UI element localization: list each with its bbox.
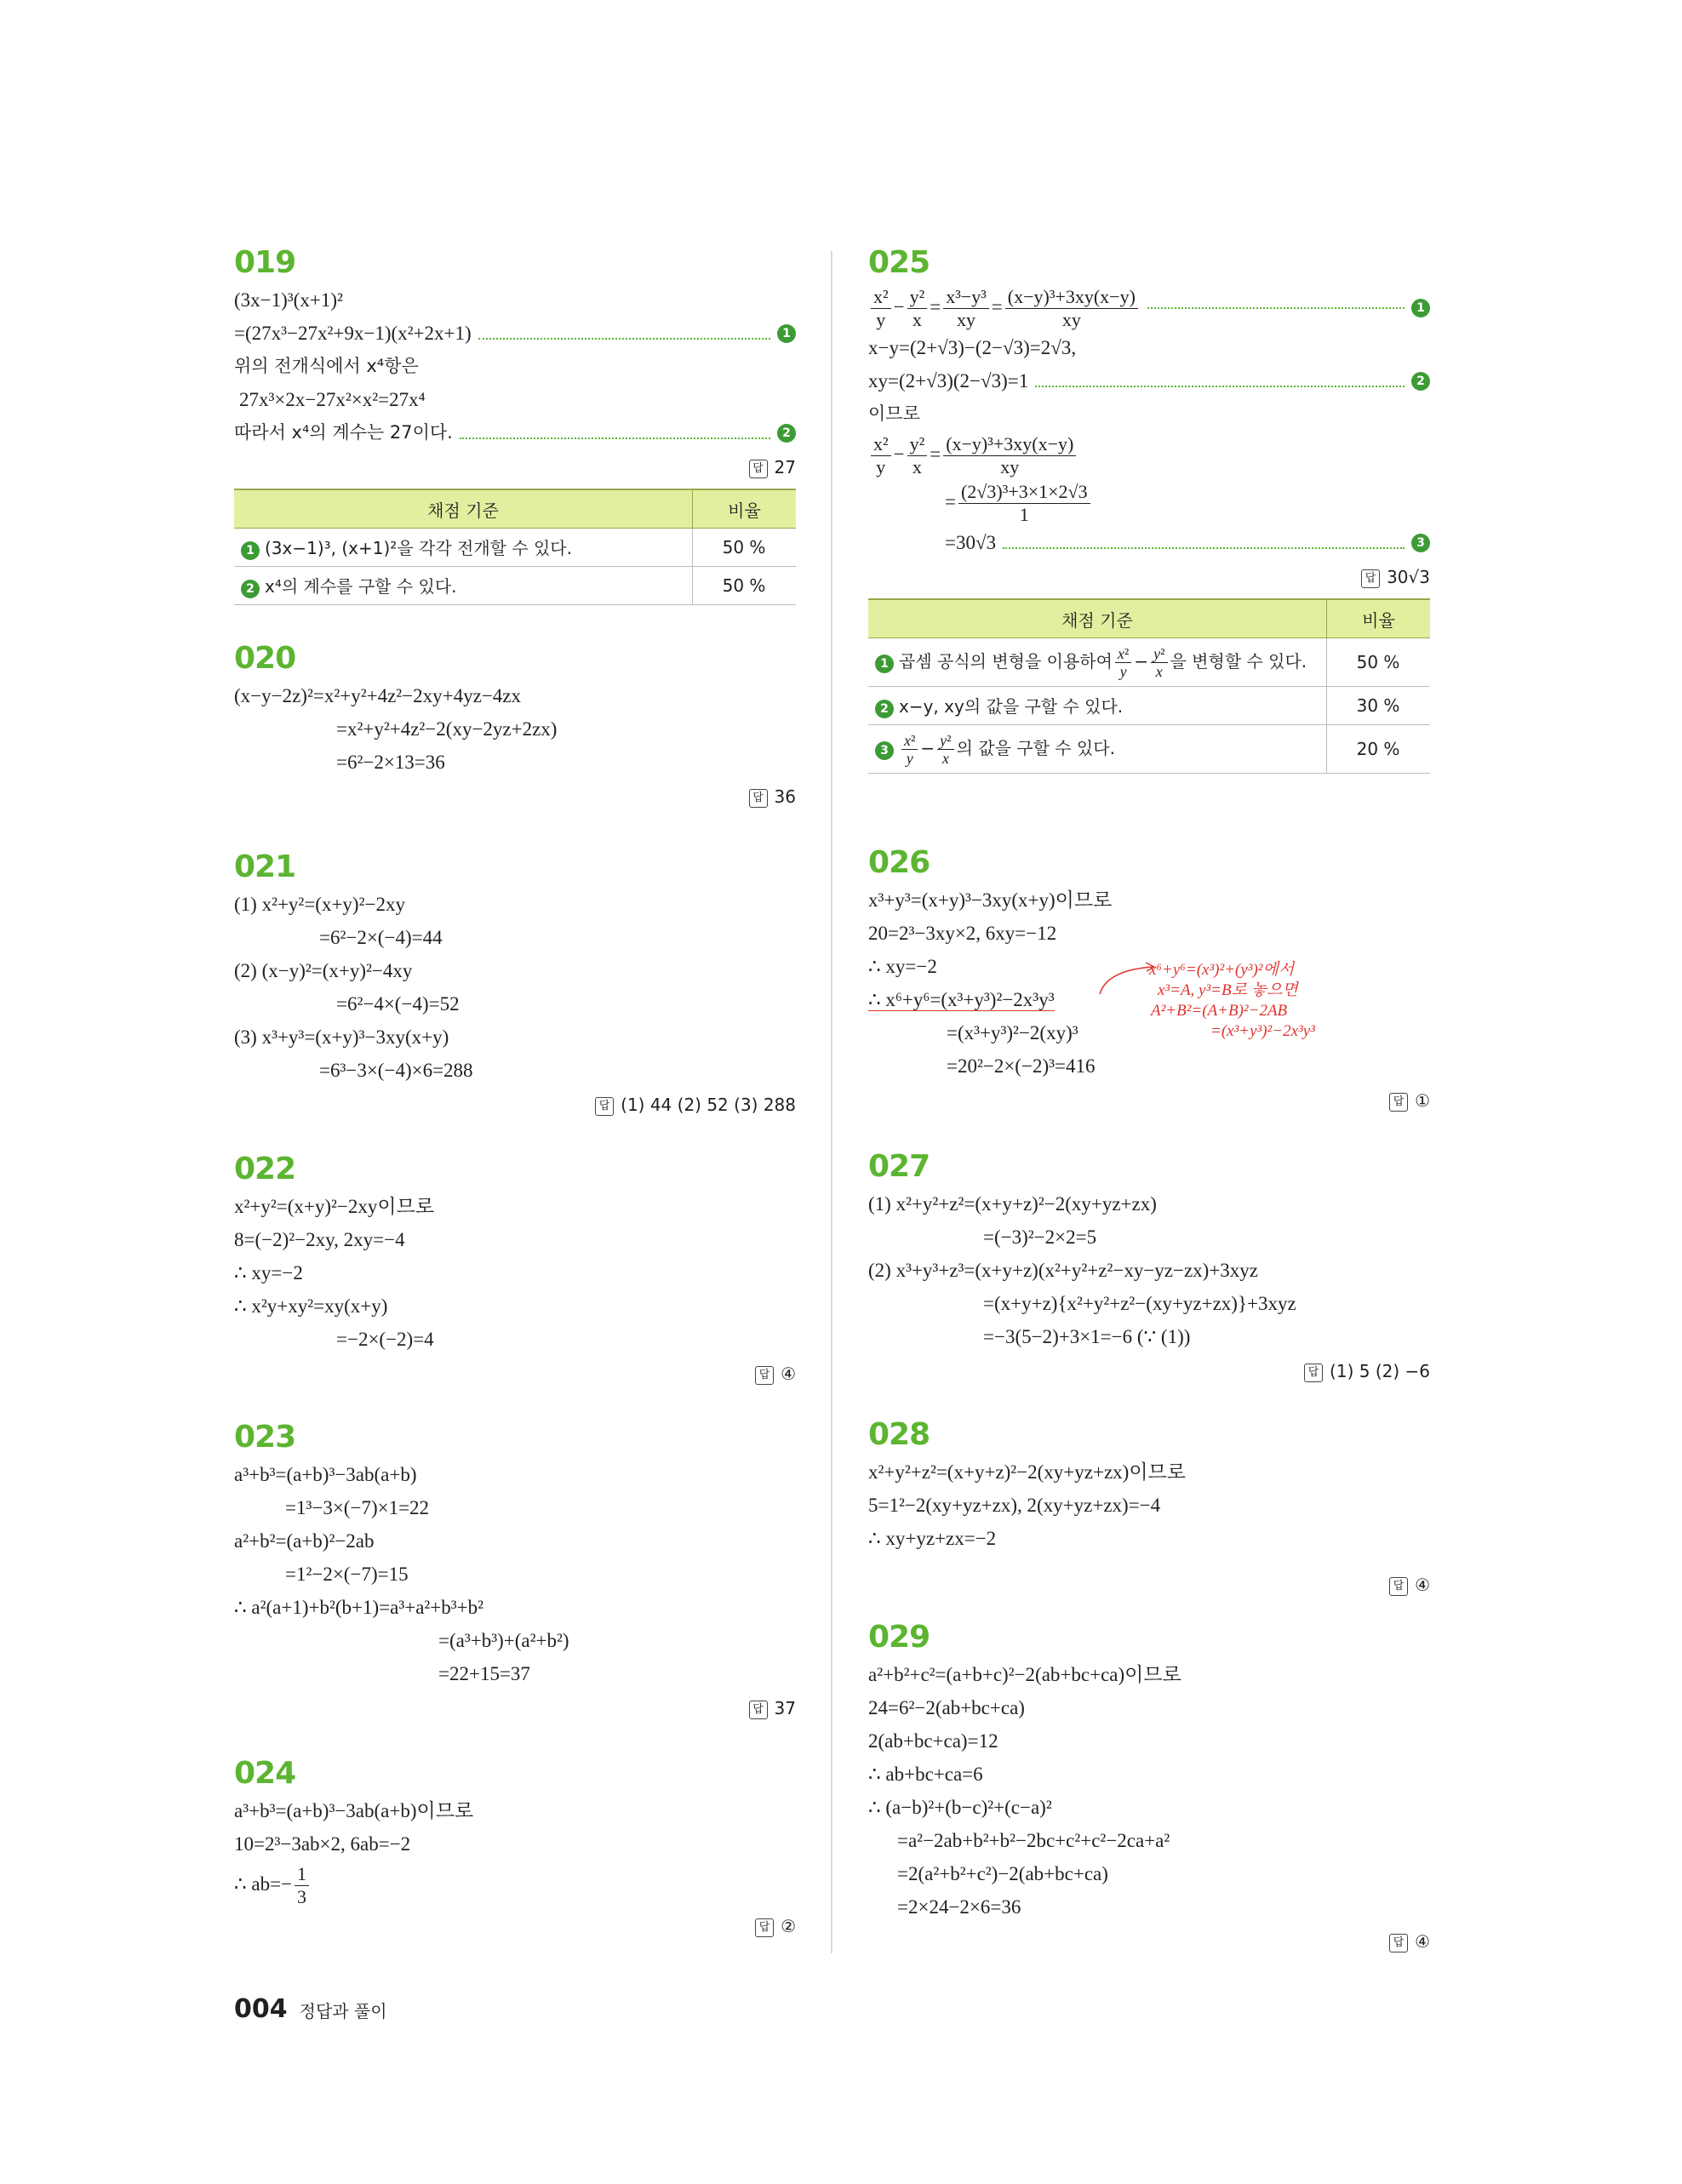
solution-line: ∴ xy=−2 <box>868 956 937 977</box>
solution-line: x²+y²=(x+y)²−2xy이므로 <box>234 1196 435 1217</box>
solution-line: =6²−4×(−4)=52 <box>336 993 460 1015</box>
note-arrow-icon <box>1098 962 1158 996</box>
solution-line: (2) (x−y)²=(x+y)²−4xy <box>234 960 413 981</box>
solution-line: 10=2³−3ab×2, 6ab=−2 <box>234 1833 411 1855</box>
table-row: 1 (3x−1)³, (x+1)²을 각각 전개할 수 있다. 50 % <box>234 529 796 567</box>
solution-line: =20²−2×(−2)³=416 <box>947 1055 1096 1077</box>
page-footer <box>234 1994 387 2024</box>
answer-icon: 답 <box>1389 1934 1408 1952</box>
solution-line: =6²−2×13=36 <box>336 752 445 773</box>
solution-line: =(27x³−27x²+9x−1)(x²+2x+1) 1 <box>234 317 796 350</box>
solution-line: =2×24−2×6=36 <box>897 1896 1021 1918</box>
footer-label: 정답과 풀이 <box>299 2001 387 2021</box>
grading-table <box>234 489 796 605</box>
answer: 답 (1) 5 (2) −6 <box>868 1357 1430 1386</box>
step-marker: 2 <box>777 424 796 443</box>
answer-icon: 답 <box>1304 1364 1323 1382</box>
solution-line: x²+y²+z²=(x+y+z)²−2(xy+yz+zx)이므로 <box>868 1461 1186 1483</box>
problem-number: 020 <box>234 641 296 676</box>
solution-line: $\frac{\text{x²}}{y}$ − $\frac{\text{y²}}{x}$ = $\frac{\text{(x−y)³+3xy(x−y)}}{xy}$ <box>868 431 1430 478</box>
problem-027 <box>868 1146 1430 1386</box>
table-header: 채점 기준 <box>868 599 1327 638</box>
solution-line: ∴ xy=−2 <box>234 1262 303 1284</box>
problem-number: 027 <box>868 1149 930 1184</box>
solution-line: =1³−3×(−7)×1=22 <box>285 1497 430 1518</box>
table-header: 비율 <box>1327 599 1431 638</box>
solution-line: xy=(2+√3)(2−√3)=1 2 <box>868 364 1430 397</box>
answer: 답 37 <box>234 1694 796 1723</box>
answer: 답 ④ <box>234 1359 796 1388</box>
table-row: 2 x⁴의 계수를 구할 수 있다. 50 % <box>234 567 796 605</box>
answer-icon: 답 <box>755 1366 774 1385</box>
fraction: $\frac{1}{3}$ <box>295 1863 309 1908</box>
problem-number: 029 <box>868 1620 930 1655</box>
problem-number: 022 <box>234 1152 296 1186</box>
solution-line: =2(a²+b²+c²)−2(ab+bc+ca) <box>897 1863 1108 1884</box>
solution-line: x³+y³=(x+y)³−3xy(x+y)이므로 <box>868 889 1113 911</box>
solution-line: = $\frac{\text{(2√3)³+3×1×2√3}}{1}$ <box>868 478 1430 526</box>
table-row: 2 x−y, xy의 값을 구할 수 있다. 30 % <box>868 687 1430 725</box>
problem-number: 025 <box>868 245 930 280</box>
problem-024 <box>234 1753 796 1941</box>
answer: 답 30√3 <box>868 563 1430 592</box>
answer: 답 27 <box>234 453 796 482</box>
answer: 답 ④ <box>868 1927 1430 1956</box>
solution-line: =(x³+y³)²−2(xy)³ <box>947 1022 1078 1043</box>
column-divider <box>831 251 832 1953</box>
solution-line: $\frac{\text{x²}}{y}$ − $\frac{\text{y²}}{x}$ = $\frac{\text{x³−y³}}{xy}$ = $\frac{\text{(x−y)³+3xy(x−y)}}{xy}$ 1 <box>868 283 1430 331</box>
solution-line: 따라서 x⁴의 계수는 27이다. 2 <box>234 416 796 449</box>
solution-line: (2) x³+y³+z³=(x+y+z)(x²+y²+z²−xy−yz−zx)+3xyz <box>868 1260 1259 1281</box>
answer: 답 (1) 44 (2) 52 (3) 288 <box>234 1090 796 1119</box>
solution-line: ∴ x⁶+y⁶=(x³+y³)²−2x³y³ <box>868 989 1055 1010</box>
solution-line: =−2×(−2)=4 <box>336 1329 434 1350</box>
step-marker: 3 <box>1411 534 1430 552</box>
problem-023 <box>234 1417 796 1723</box>
solution-line: =1²−2×(−7)=15 <box>285 1564 409 1585</box>
answer-icon: 답 <box>749 460 768 478</box>
solution-line: (1) x²+y²+z²=(x+y+z)²−2(xy+yz+zx) <box>868 1193 1157 1215</box>
solution-line: 24=6²−2(ab+bc+ca) <box>868 1697 1025 1718</box>
solution-line: 이므로 <box>868 403 920 424</box>
solution-line: 20=2³−3xy×2, 6xy=−12 <box>868 923 1057 944</box>
answer-icon: 답 <box>1361 569 1380 588</box>
table-header: 비율 <box>693 489 797 529</box>
solution-line: ∴ a²(a+1)+b²(b+1)=a³+a²+b³+b² <box>234 1597 484 1618</box>
problem-021 <box>234 847 796 1119</box>
solution-line: 8=(−2)²−2xy, 2xy=−4 <box>234 1229 405 1250</box>
solution-line: a³+b³=(a+b)³−3ab(a+b)이므로 <box>234 1800 474 1821</box>
answer-icon: 답 <box>595 1097 614 1116</box>
solution-line: 2(ab+bc+ca)=12 <box>868 1730 998 1752</box>
solution-line: ∴ ab=− $\frac{1}{3}$ <box>234 1861 796 1908</box>
answer-icon: 답 <box>749 1701 768 1719</box>
solution-line: =6²−2×(−4)=44 <box>319 927 443 948</box>
solution-line: (x−y−2z)²=x²+y²+4z²−2xy+4yz−4zx <box>234 685 522 706</box>
answer: 답 ④ <box>868 1570 1430 1599</box>
solution-line: =(a³+b³)+(a²+b²) <box>438 1630 569 1651</box>
problem-019 <box>234 243 796 605</box>
problem-number: 019 <box>234 245 296 280</box>
solution-line: (3) x³+y³=(x+y)³−3xy(x+y) <box>234 1026 449 1048</box>
step-marker: 1 <box>777 324 796 343</box>
solution-line: 위의 전개식에서 x⁴항은 <box>234 356 419 376</box>
solution-line: =−3(5−2)+3×1=−6 (∵ (1)) <box>983 1326 1191 1347</box>
solution-line: =6³−3×(−4)×6=288 <box>319 1060 473 1081</box>
solution-line: ∴ (a−b)²+(b−c)²+(c−a)² <box>868 1797 1052 1818</box>
solution-line: x−y=(2+√3)−(2−√3)=2√3, <box>868 337 1077 358</box>
step-marker: 2 <box>1411 372 1430 391</box>
solution-line: ∴ x²y+xy²=xy(x+y) <box>234 1295 388 1317</box>
answer-icon: 답 <box>755 1918 774 1937</box>
answer: 답 36 <box>234 782 796 811</box>
annotation-note: x⁶+y⁶=(x³)²+(y³)²에서 x³=A, y³=B로 놓으면 A²+B²=(A+B)²−2AB =(x³+y³)²−2x³y³ <box>1149 961 1315 1040</box>
step-marker: 1 <box>1411 299 1430 317</box>
solution-line: a²+b²+c²=(a+b+c)²−2(ab+bc+ca)이므로 <box>868 1664 1181 1685</box>
problem-number: 021 <box>234 849 296 884</box>
table-row: 1 곱셈 공식의 변형을 이용하여 $\frac{\text{x²}}{y}$ − $\frac{\text{y²}}{x}$ 을 변형할 수 있다. 50 % <box>868 638 1430 687</box>
solution-line: (1) x²+y²=(x+y)²−2xy <box>234 894 405 915</box>
problem-022 <box>234 1149 796 1388</box>
answer-icon: 답 <box>1389 1577 1408 1596</box>
problem-025 <box>868 243 1430 774</box>
solution-line: =x²+y²+4z²−2(xy−2yz+2zx) <box>336 718 558 740</box>
solution-line: =30√3 3 <box>868 526 1430 559</box>
problem-028 <box>868 1415 1430 1599</box>
table-row: 3 $\frac{\text{x²}}{y}$ − $\frac{\text{y²}}{x}$ 의 값을 구할 수 있다. 20 % <box>868 725 1430 774</box>
solution-line: ∴ ab+bc+ca=6 <box>868 1764 983 1785</box>
solution-line: a²+b²=(a+b)²−2ab <box>234 1530 375 1552</box>
answer-icon: 답 <box>749 789 768 808</box>
table-header: 채점 기준 <box>234 489 693 529</box>
problem-020 <box>234 638 796 811</box>
solution-line: =(−3)²−2×2=5 <box>983 1226 1097 1248</box>
solution-line: a³+b³=(a+b)³−3ab(a+b) <box>234 1464 417 1485</box>
solution-line: =a²−2ab+b²+b²−2bc+c²+c²−2ca+a² <box>897 1830 1170 1851</box>
grading-table <box>868 598 1430 774</box>
problem-number: 024 <box>234 1756 296 1791</box>
solution-line: ∴ xy+yz+zx=−2 <box>868 1528 997 1549</box>
solution-line: 5=1²−2(xy+yz+zx), 2(xy+yz+zx)=−4 <box>868 1495 1161 1516</box>
answer: 답 ① <box>868 1086 1430 1115</box>
answer: 답 ② <box>234 1912 796 1941</box>
solution-line: (3x−1)³(x+1)² <box>234 289 343 311</box>
problem-number: 023 <box>234 1420 296 1455</box>
problem-029 <box>868 1617 1430 1956</box>
problem-026 <box>868 843 1430 1115</box>
solution-line: 27x³×2x−27x²×x²=27x⁴ <box>239 389 426 410</box>
problem-number: 028 <box>868 1417 930 1452</box>
solution-line: =22+15=37 <box>438 1663 530 1684</box>
answer-icon: 답 <box>1389 1093 1408 1112</box>
problem-number: 026 <box>868 845 930 880</box>
solution-line: =(x+y+z){x²+y²+z²−(xy+yz+zx)}+3xyz <box>983 1293 1296 1314</box>
page-number: 004 <box>234 1994 288 2024</box>
